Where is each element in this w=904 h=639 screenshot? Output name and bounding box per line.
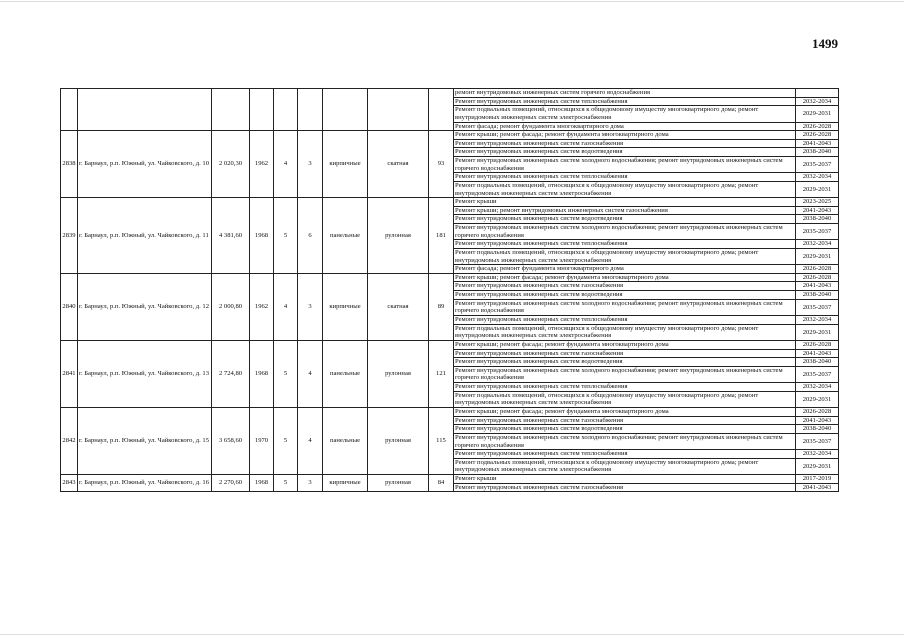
work-type: Ремонт фасада; ремонт фундамента многоквартирного дома bbox=[454, 122, 796, 131]
entry-year: 1962 bbox=[250, 131, 274, 198]
entry-floors: 4 bbox=[274, 273, 298, 340]
work-period: 2026-2028 bbox=[796, 273, 839, 282]
entry-number: 2842 bbox=[61, 408, 78, 475]
work-period: 2032-2034 bbox=[796, 240, 839, 249]
work-type: Ремонт подвальных помещений, относящихся к общедомовому имуществу многоквартирного дома; ремонт внутридомовых инженерных систем электроснабжения bbox=[454, 248, 796, 264]
entry-year: 1968 bbox=[250, 340, 274, 407]
work-type: Ремонт внутридомовых инженерных систем газоснабжения bbox=[454, 483, 796, 492]
work-period: 2038-2040 bbox=[796, 215, 839, 224]
entry-area: 2 724,80 bbox=[212, 340, 250, 407]
work-type: Ремонт внутридомовых инженерных систем газоснабжения bbox=[454, 349, 796, 358]
entry-entrances: 3 bbox=[298, 273, 323, 340]
entry-roof-type: скатная bbox=[368, 273, 429, 340]
work-period: 2029-2031 bbox=[796, 458, 839, 474]
work-type: Ремонт внутридомовых инженерных систем теплоснабжения bbox=[454, 450, 796, 459]
entry-roof-type: рулонная bbox=[368, 198, 429, 274]
entry-residents: 84 bbox=[429, 475, 454, 492]
entry-entrances: 3 bbox=[298, 131, 323, 198]
entry-address: г. Барнаул, р.п. Южный, ул. Чайковского, д. 16 bbox=[78, 475, 212, 492]
entry-roof-type: рулонная bbox=[368, 408, 429, 475]
entry-area: 2 270,60 bbox=[212, 475, 250, 492]
work-period: 2017-2019 bbox=[796, 475, 839, 484]
work-period: 2041-2043 bbox=[796, 349, 839, 358]
work-period: 2032-2034 bbox=[796, 97, 839, 106]
work-type: Ремонт внутридомовых инженерных систем водоотведения bbox=[454, 425, 796, 434]
work-type: Ремонт крыши; ремонт фасада; ремонт фундамента многоквартирного дома bbox=[454, 340, 796, 349]
work-type: Ремонт внутридомовых инженерных систем газоснабжения bbox=[454, 282, 796, 291]
work-period: 2041-2043 bbox=[796, 206, 839, 215]
table-row bbox=[61, 408, 839, 417]
work-period: 2041-2043 bbox=[796, 416, 839, 425]
entry-residents: 181 bbox=[429, 198, 454, 274]
work-type: Ремонт крыши; ремонт фасада; ремонт фундамента многоквартирного дома bbox=[454, 131, 796, 140]
work-type: Ремонт внутридомовых инженерных систем газоснабжения bbox=[454, 139, 796, 148]
work-period: 2026-2028 bbox=[796, 131, 839, 140]
entry-residents: 121 bbox=[429, 340, 454, 407]
entry-year: 1968 bbox=[250, 198, 274, 274]
entry-area: 4 381,60 bbox=[212, 198, 250, 274]
capital-repair-table bbox=[60, 88, 839, 492]
entry-number: 2843 bbox=[61, 475, 78, 492]
work-period: 2026-2028 bbox=[796, 340, 839, 349]
work-period: 2029-2031 bbox=[796, 391, 839, 407]
work-period: 2029-2031 bbox=[796, 324, 839, 340]
work-period: 2032-2034 bbox=[796, 173, 839, 182]
entry-area: 2 020,30 bbox=[212, 131, 250, 198]
entry-area: 2 000,80 bbox=[212, 273, 250, 340]
work-type: Ремонт внутридомовых инженерных систем холодного водоснабжения; ремонт внутридомовых инженерных систем горячего водоснабжения bbox=[454, 433, 796, 449]
entry-floors: 4 bbox=[274, 131, 298, 198]
work-period: 2035-2037 bbox=[796, 299, 839, 315]
work-period: 2038-2040 bbox=[796, 425, 839, 434]
work-type: Ремонт внутридомовых инженерных систем водоотведения bbox=[454, 358, 796, 367]
entry-number: 2840 bbox=[61, 273, 78, 340]
table-row bbox=[61, 273, 839, 282]
entry-floors: 5 bbox=[274, 475, 298, 492]
work-type: Ремонт внутридомовых инженерных систем водоотведения bbox=[454, 291, 796, 300]
entry-residents: 115 bbox=[429, 408, 454, 475]
work-period: 2041-2043 bbox=[796, 282, 839, 291]
page-number: 1499 bbox=[812, 36, 838, 51]
entry-wall-material: кирпичные bbox=[323, 131, 368, 198]
work-type: Ремонт крыши; ремонт внутридомовых инженерных систем газоснабжения bbox=[454, 206, 796, 215]
work-period: 2035-2037 bbox=[796, 223, 839, 239]
entry-address: г. Барнаул, р.п. Южный, ул. Чайковского, д. 15 bbox=[78, 408, 212, 475]
work-type: Ремонт крыши bbox=[454, 475, 796, 484]
entry-entrances bbox=[298, 89, 323, 131]
entry-wall-material: панельные bbox=[323, 340, 368, 407]
entry-wall-material: кирпичные bbox=[323, 475, 368, 492]
entry-address bbox=[78, 89, 212, 131]
work-type: Ремонт внутридомовых инженерных систем холодного водоснабжения; ремонт внутридомовых инженерных систем горячего водоснабжения bbox=[454, 299, 796, 315]
table-row bbox=[61, 131, 839, 140]
table-row bbox=[61, 475, 839, 484]
work-period: 2041-2043 bbox=[796, 139, 839, 148]
work-type: Ремонт фасада; ремонт фундамента многоквартирного дома bbox=[454, 265, 796, 274]
entry-floors: 5 bbox=[274, 408, 298, 475]
work-type: Ремонт внутридомовых инженерных систем водоотведения bbox=[454, 215, 796, 224]
work-type: Ремонт подвальных помещений, относящихся к общедомовому имуществу многоквартирного дома; ремонт внутридомовых инженерных систем электроснабжения bbox=[454, 106, 796, 122]
entry-number bbox=[61, 89, 78, 131]
entry-year: 1962 bbox=[250, 273, 274, 340]
work-type: Ремонт внутридомовых инженерных систем теплоснабжения bbox=[454, 97, 796, 106]
work-type: Ремонт внутридомовых инженерных систем газоснабжения bbox=[454, 416, 796, 425]
entry-floors: 5 bbox=[274, 340, 298, 407]
work-period: 2032-2034 bbox=[796, 383, 839, 392]
entry-number: 2839 bbox=[61, 198, 78, 274]
entry-wall-material bbox=[323, 89, 368, 131]
work-period: 2026-2028 bbox=[796, 265, 839, 274]
work-period: 2029-2031 bbox=[796, 248, 839, 264]
work-type: ремонт внутридомовых инженерных систем горячего водоснабжения bbox=[454, 89, 796, 98]
entry-year: 1968 bbox=[250, 475, 274, 492]
entry-area: 3 658,60 bbox=[212, 408, 250, 475]
table-row bbox=[61, 340, 839, 349]
entry-year: 1970 bbox=[250, 408, 274, 475]
entry-year bbox=[250, 89, 274, 131]
work-period: 2029-2031 bbox=[796, 181, 839, 197]
entry-entrances: 4 bbox=[298, 408, 323, 475]
work-period: 2038-2040 bbox=[796, 358, 839, 367]
work-period: 2035-2037 bbox=[796, 366, 839, 382]
work-period: 2026-2028 bbox=[796, 408, 839, 417]
work-period: 2032-2034 bbox=[796, 316, 839, 325]
work-type: Ремонт подвальных помещений, относящихся к общедомовому имуществу многоквартирного дома; ремонт внутридомовых инженерных систем электроснабжения bbox=[454, 181, 796, 197]
entry-number: 2838 bbox=[61, 131, 78, 198]
work-period: 2023-2025 bbox=[796, 198, 839, 207]
work-period: 2029-2031 bbox=[796, 106, 839, 122]
work-type: Ремонт подвальных помещений, относящихся к общедомовому имуществу многоквартирного дома; ремонт внутридомовых инженерных систем электроснабжения bbox=[454, 324, 796, 340]
entry-residents: 89 bbox=[429, 273, 454, 340]
entry-address: г. Барнаул, р.п. Южный, ул. Чайковского, д. 10 bbox=[78, 131, 212, 198]
work-period: 2038-2040 bbox=[796, 148, 839, 157]
entry-wall-material: панельные bbox=[323, 408, 368, 475]
work-type: Ремонт внутридомовых инженерных систем холодного водоснабжения; ремонт внутридомовых инженерных систем горячего водоснабжения bbox=[454, 223, 796, 239]
entry-entrances: 6 bbox=[298, 198, 323, 274]
entry-roof-type: рулонная bbox=[368, 340, 429, 407]
work-type: Ремонт внутридомовых инженерных систем теплоснабжения bbox=[454, 173, 796, 182]
entry-wall-material: кирпичные bbox=[323, 273, 368, 340]
entry-roof-type: рулонная bbox=[368, 475, 429, 492]
entry-address: г. Барнаул, р.п. Южный, ул. Чайковского, д. 13 bbox=[78, 340, 212, 407]
work-type: Ремонт крыши bbox=[454, 198, 796, 207]
work-period: 2035-2037 bbox=[796, 156, 839, 172]
entry-roof-type: скатная bbox=[368, 131, 429, 198]
entry-floors: 5 bbox=[274, 198, 298, 274]
entry-address: г. Барнаул, р.п. Южный, ул. Чайковского, д. 11 bbox=[78, 198, 212, 274]
entry-entrances: 4 bbox=[298, 340, 323, 407]
work-type: Ремонт подвальных помещений, относящихся к общедомовому имуществу многоквартирного дома; ремонт внутридомовых инженерных систем электроснабжения bbox=[454, 458, 796, 474]
entry-floors bbox=[274, 89, 298, 131]
entry-roof-type bbox=[368, 89, 429, 131]
work-type: Ремонт внутридомовых инженерных систем холодного водоснабжения; ремонт внутридомовых инженерных систем горячего водоснабжения bbox=[454, 156, 796, 172]
work-period: 2038-2040 bbox=[796, 291, 839, 300]
entry-address: г. Барнаул, р.п. Южный, ул. Чайковского, д. 12 bbox=[78, 273, 212, 340]
work-type: Ремонт крыши; ремонт фасада; ремонт фундамента многоквартирного дома bbox=[454, 408, 796, 417]
work-type: Ремонт внутридомовых инженерных систем водоотведения bbox=[454, 148, 796, 157]
entry-wall-material: панельные bbox=[323, 198, 368, 274]
work-period bbox=[796, 89, 839, 98]
work-period: 2041-2043 bbox=[796, 483, 839, 492]
work-type: Ремонт внутридомовых инженерных систем теплоснабжения bbox=[454, 240, 796, 249]
entry-number: 2841 bbox=[61, 340, 78, 407]
entry-entrances: 3 bbox=[298, 475, 323, 492]
table-row bbox=[61, 198, 839, 207]
work-period: 2032-2034 bbox=[796, 450, 839, 459]
work-type: Ремонт внутридомовых инженерных систем теплоснабжения bbox=[454, 316, 796, 325]
entry-residents bbox=[429, 89, 454, 131]
table-row bbox=[61, 89, 839, 98]
work-type: Ремонт внутридомовых инженерных систем холодного водоснабжения; ремонт внутридомовых инженерных систем горячего водоснабжения bbox=[454, 366, 796, 382]
work-period: 2035-2037 bbox=[796, 433, 839, 449]
entry-residents: 93 bbox=[429, 131, 454, 198]
work-type: Ремонт крыши; ремонт фасада; ремонт фундамента многоквартирного дома bbox=[454, 273, 796, 282]
work-period: 2026-2028 bbox=[796, 122, 839, 131]
entry-area bbox=[212, 89, 250, 131]
work-type: Ремонт подвальных помещений, относящихся к общедомовому имуществу многоквартирного дома; ремонт внутридомовых инженерных систем электроснабжения bbox=[454, 391, 796, 407]
work-type: Ремонт внутридомовых инженерных систем теплоснабжения bbox=[454, 383, 796, 392]
